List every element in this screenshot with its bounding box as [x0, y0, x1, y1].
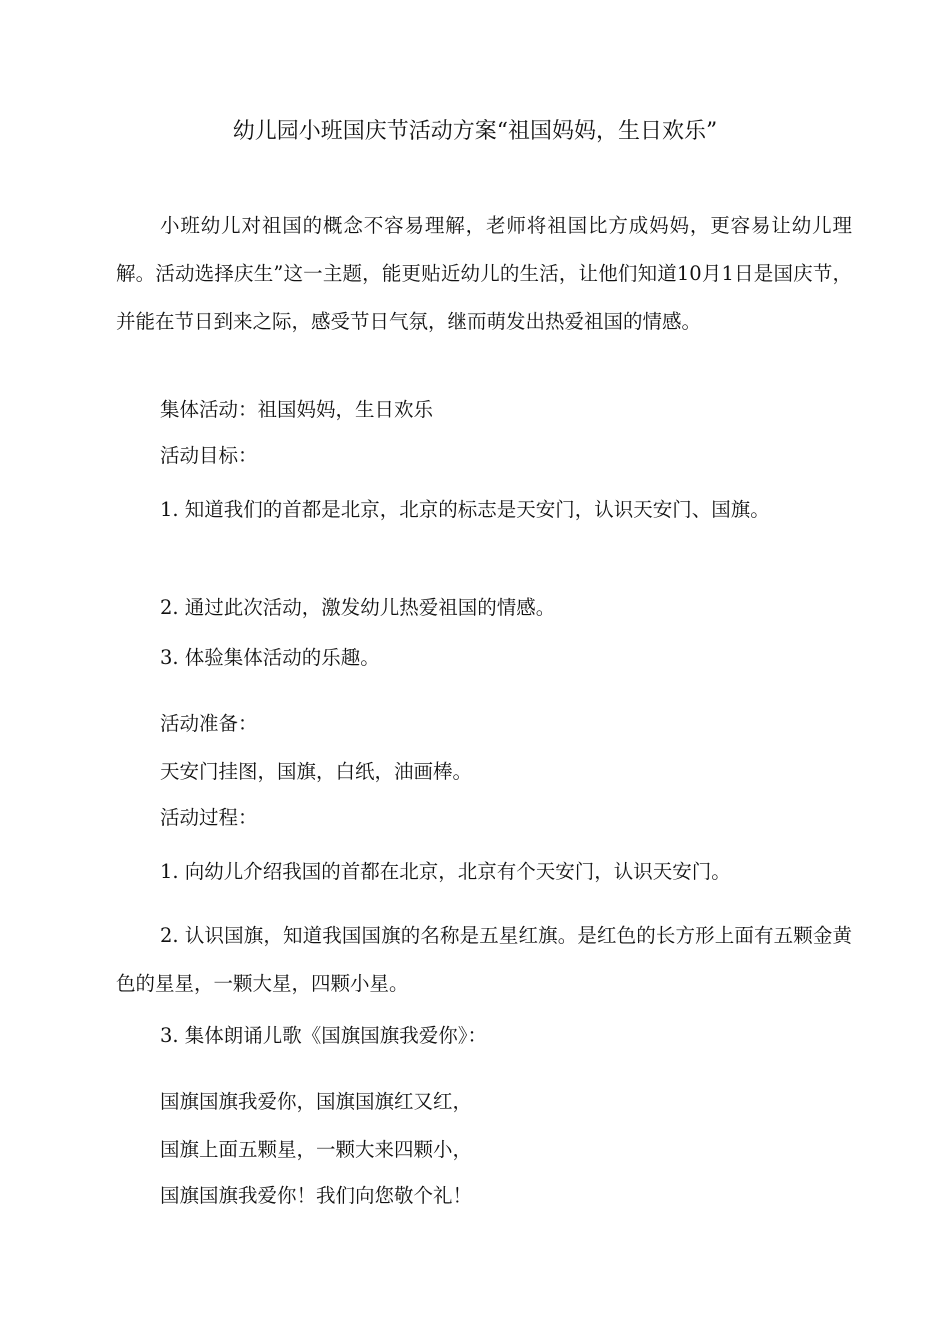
process-item-1: 1. 向幼儿介绍我国的首都在北京，北京有个天安门，认识天安门。: [160, 860, 731, 883]
prep-text: 天安门挂图，国旗，白纸，油画棒。: [160, 760, 473, 783]
collective-activity-line: 集体活动：祖国妈妈，生日欢乐: [160, 398, 434, 421]
intro-paragraph: 小班幼儿对祖国的概念不容易理解，老师将祖国比方成妈妈，更容易让幼儿理解。活动选择庆生”这一主题，能更贴近幼儿的生活，让他们知道10月1日是国庆节，并能在节日到来之际，感受节日气氛，继而萌发出热爱祖国的情感。: [116, 214, 852, 333]
poem-line-2: 国旗上面五颗星，一颗大来四颗小，: [160, 1138, 473, 1161]
process-item-2: 2. 认识国旗，知道我国国旗的名称是五星红旗。是红色的长方形上面有五颗金黄色的星星，一颗大星，四颗小星。: [116, 924, 852, 995]
poem-line-1: 国旗国旗我爱你，国旗国旗红又红，: [160, 1090, 473, 1113]
document-title: 幼儿园小班国庆节活动方案“祖国妈妈，生日欢乐”: [232, 119, 718, 144]
process-item-3: 3. 集体朗诵儿歌《国旗国旗我爱你》：: [160, 1024, 488, 1047]
goal-item-1: 1. 知道我们的首都是北京，北京的标志是天安门，认识天安门、国旗。: [160, 498, 770, 521]
goal-item-2: 2. 通过此次活动，激发幼儿热爱祖国的情感。: [160, 596, 556, 619]
goals-heading: 活动目标：: [160, 444, 258, 467]
process-heading: 活动过程：: [160, 806, 258, 829]
prep-heading: 活动准备：: [160, 712, 258, 735]
goal-item-3: 3. 体验集体活动的乐趣。: [160, 646, 380, 669]
poem-line-3: 国旗国旗我爱你！我们向您敬个礼！: [160, 1184, 473, 1207]
